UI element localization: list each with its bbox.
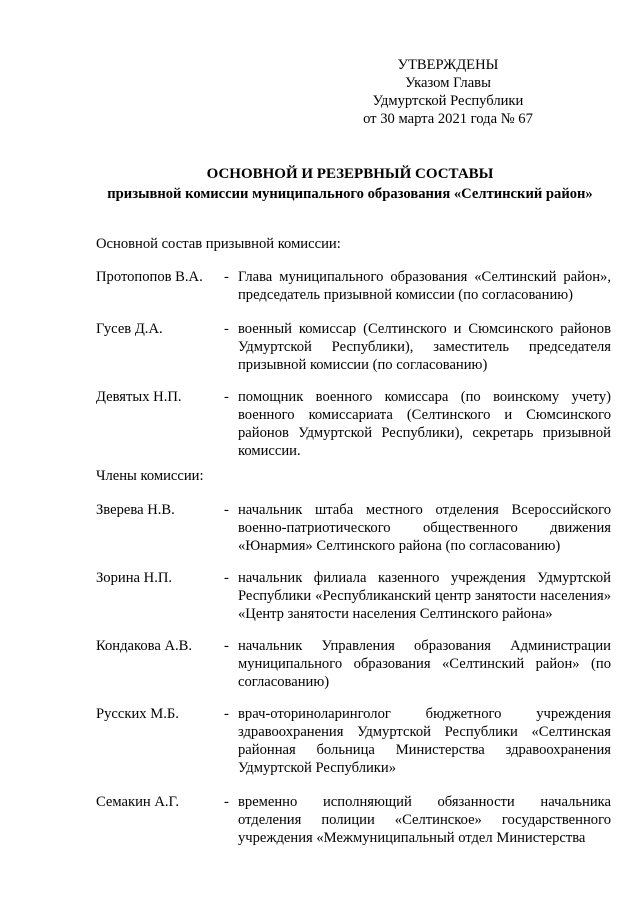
- member-name: Зверева Н.В.: [96, 502, 175, 518]
- member-dash: -: [224, 321, 229, 337]
- member-name: Протопопов В.А.: [96, 269, 203, 285]
- approval-line-4: от 30 марта 2021 года № 67: [363, 111, 533, 127]
- title-sub: призывной комиссии муниципального образования «Селтинский район»: [107, 186, 593, 202]
- members-section-label: Члены комиссии:: [96, 468, 204, 484]
- member-dash: -: [224, 638, 229, 654]
- member-role: временно исполняющий обязанности начальника отделения полиции «Селтинское» государственного учреждения «Межмуниципальный отдел Министерства: [238, 794, 611, 846]
- member-role: военный комиссар (Селтинского и Сюмсинского районов Удмуртской Республики), заместитель председателя призывной комиссии (по согласованию): [238, 321, 611, 373]
- member-role: врач-оториноларинголог бюджетного учреждения здравоохранения Удмуртской Республики «Селтинская районная больница Министерства здравоохранения Удмуртской Республики»: [238, 706, 611, 776]
- member-name: Гусев Д.А.: [96, 321, 163, 337]
- member-name: Русских М.Б.: [96, 706, 179, 722]
- member-dash: -: [224, 706, 229, 722]
- document-title: [60, 165, 640, 203]
- member-name: Кондакова А.В.: [96, 638, 193, 654]
- member-role: начальник штаба местного отделения Всероссийского военно-патриотического общественного движения «Юнармия» Селтинского района (по согласованию): [238, 502, 611, 554]
- approval-line-1: УТВЕРЖДЕНЫ: [397, 57, 499, 73]
- member-dash: -: [224, 389, 229, 405]
- member-dash: -: [224, 269, 229, 285]
- member-role: начальник филиала казенного учреждения Удмуртской Республики «Республиканский центр занятости населения» «Центр занятости населения Селтинского района»: [238, 570, 611, 622]
- member-role: Глава муниципального образования «Селтинский район», председатель призывной комиссии (по согласованию): [238, 269, 611, 303]
- member-dash: -: [224, 502, 229, 518]
- title-main: ОСНОВНОЙ И РЕЗЕРВНЫЙ СОСТАВЫ: [206, 166, 494, 182]
- member-role: помощник военного комиссара (по воинскому учету) военного комиссариата (Селтинского и Сюмсинского районов Удмуртской Республики), секретарь призывной комиссии.: [238, 389, 611, 459]
- main-section-label: Основной состав призывной комиссии:: [96, 236, 341, 252]
- member-name: Девятых Н.П.: [96, 389, 182, 405]
- member-dash: -: [224, 570, 229, 586]
- member-dash: -: [224, 794, 229, 810]
- member-role: начальник Управления образования Администрации муниципального образования «Селтинский район» (по согласованию): [238, 638, 611, 690]
- member-name: Зорина Н.П.: [96, 570, 173, 586]
- approval-line-2: Указом Главы: [405, 75, 491, 91]
- member-name: Семакин А.Г.: [96, 794, 179, 810]
- approval-block: [338, 56, 558, 128]
- approval-line-3: Удмуртской Республики: [372, 93, 524, 109]
